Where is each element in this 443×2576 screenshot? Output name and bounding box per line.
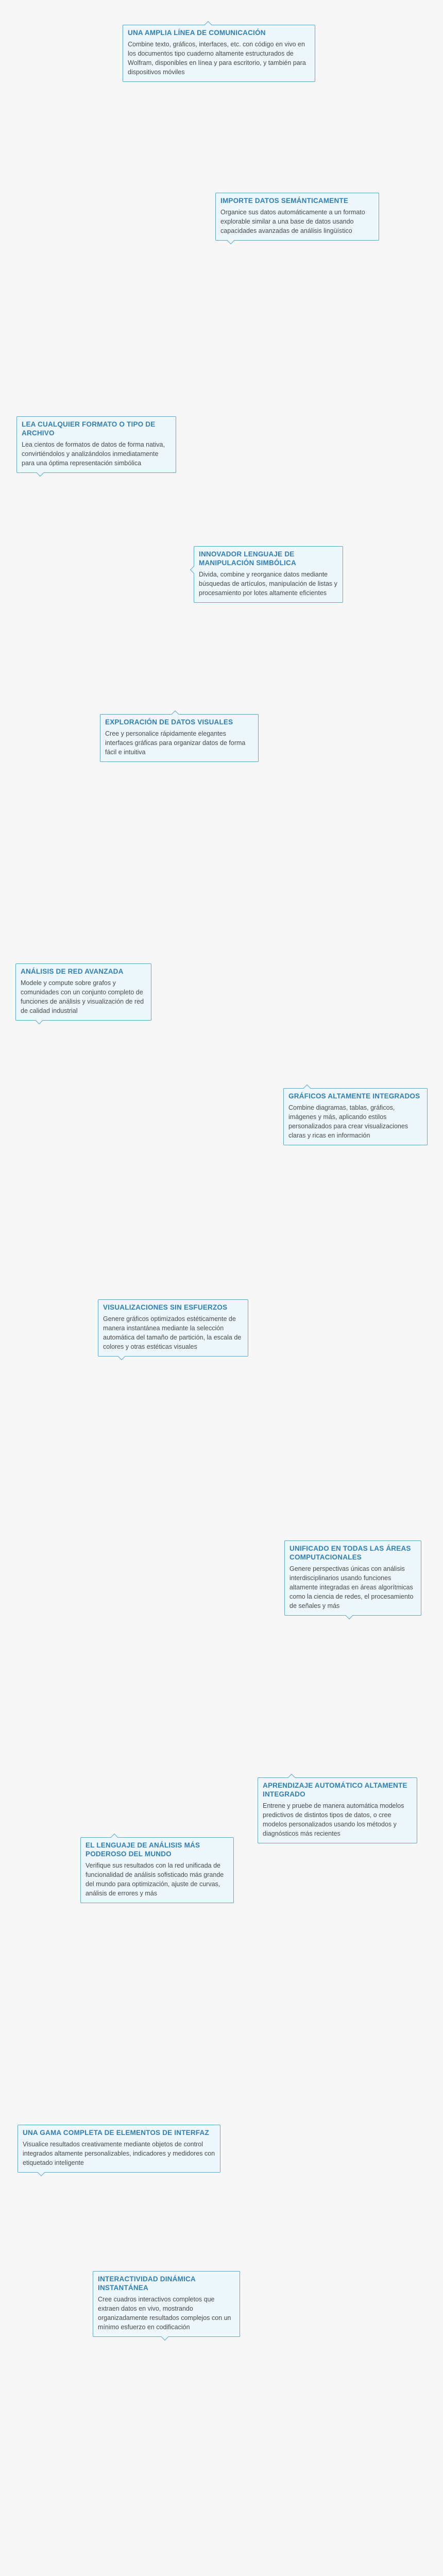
callout-description: Verifique sus resultados con la red unificada de funcionalidad de análisis sofisticado más grande del mundo para optimización, ajuste de curvas, análisis de errores y más: [86, 1861, 224, 1897]
callout-title: APRENDIZAJE AUTOMÁTICO ALTAMENTE INTEGRADO: [263, 1782, 407, 1798]
callout-title: ANÁLISIS DE RED AVANZADA: [21, 968, 124, 975]
callout-title: EXPLORACIÓN DE DATOS VISUALES: [105, 718, 233, 726]
callout-description: Lea cientos de formatos de datos de forma nativa, convirtiéndolos y analizándolos inmediatamente para una óptima representación simbólica: [22, 440, 165, 467]
callout-pointer: [38, 2169, 45, 2176]
callout-pointer: [172, 710, 179, 718]
callout-pointer: [205, 21, 212, 28]
callout-description: Genere perspectivas únicas con análisis interdisciplinarios usando funciones altamente integradas en áreas algorítmicas como la ciencia de redes, el procesamiento de señales y más: [289, 1565, 414, 1610]
callout-title: VISUALIZACIONES SIN ESFUERZOS: [103, 1303, 228, 1311]
callout-description: Entrene y pruebe de manera automática modelos predictivos de distintos tipos de datos, o cree modelos personalizados usando los métodos y diagnósticos más recientes: [263, 1802, 404, 1838]
callout-pointer: [227, 237, 234, 244]
callout-description: Combine texto, gráficos, interfaces, etc. con código en vivo en los documentos tipo cuaderno altamente estructurados de Wolfram, disponibles en línea y para escritorio, y también para dispositivos móviles: [128, 40, 306, 76]
callout-pointer: [288, 1774, 295, 1781]
callout-lenguaje-simbolico: [194, 546, 343, 603]
callout-description: Genere gráficos optimizados estéticamente de manera instantánea mediante la selección automática del tamaño de partición, la escala de colores y otras estéticas visuales: [103, 1315, 242, 1351]
callout-comunicacion: [123, 25, 315, 82]
callout-description: Visualice resultados creativamente mediante objetos de control integrados altamente personalizables, indicadores y medidores con etiquetado inteligente: [23, 2140, 215, 2167]
callout-title: UNIFICADO EN TODAS LAS ÁREAS COMPUTACIONALES: [289, 1545, 411, 1561]
callout-visualizaciones: [98, 1299, 248, 1357]
callout-title: LEA CUALQUIER FORMATO O TIPO DE ARCHIVO: [22, 420, 156, 437]
callout-pointer: [190, 566, 197, 573]
callout-description: Organice sus datos automáticamente a un formato explorable similar a una base de datos usando capacidades avanzadas de análisis lingüístico: [220, 208, 365, 235]
callout-importe-datos: [215, 193, 379, 241]
callout-description: Combine diagramas, tablas, gráficos, imágenes y más, aplicando estilos personalizados para crear visualizaciones claras y ricas en información: [288, 1104, 408, 1140]
callout-pointer: [111, 1834, 118, 1841]
callout-title: IMPORTE DATOS SEMÁNTICAMENTE: [220, 197, 349, 205]
callout-title: INTERACTIVIDAD DINÁMICA INSTANTÁNEA: [98, 2275, 196, 2292]
callout-pointer: [161, 2333, 168, 2341]
callout-pointer: [303, 1084, 311, 1092]
callout-formatos: [16, 416, 176, 473]
callout-aprendizaje-automatico: [258, 1777, 417, 1843]
callout-title: EL LENGUAJE DE ANÁLISIS MÁS PODEROSO DEL MUNDO: [86, 1841, 200, 1858]
callout-description: Cree y personalice rápidamente elegantes interfaces gráficas para organizar datos de forma fácil e intuitiva: [105, 730, 246, 756]
callout-graficos-integrados: [283, 1088, 428, 1145]
callout-lenguaje-analisis: [80, 1837, 234, 1903]
callout-title: INNOVADOR LENGUAJE DE MANIPULACIÓN SIMBÓLICA: [199, 550, 296, 567]
callout-analisis-red: [15, 963, 151, 1021]
callout-pointer: [118, 1353, 125, 1360]
callout-elementos-interfaz: [18, 2125, 220, 2173]
callout-description: Cree cuadros interactivos completos que extraen datos en vivo, mostrando organizadamente resultados complejos con un mínimo esfuerzo en codificación: [98, 2295, 231, 2331]
callout-title: UNA AMPLIA LÍNEA DE COMUNICACIÓN: [128, 29, 266, 37]
callout-exploracion-visual: [100, 714, 259, 762]
callout-description: Divida, combine y reorganice datos mediante búsquedas de artículos, manipulación de listas y procesamiento por lotes altamente eficientes: [199, 570, 337, 597]
callout-title: GRÁFICOS ALTAMENTE INTEGRADOS: [288, 1092, 420, 1100]
callout-pointer: [37, 469, 44, 477]
callout-pointer: [346, 1612, 353, 1619]
callout-areas-computacionales: [284, 1540, 421, 1616]
callout-title: UNA GAMA COMPLETA DE ELEMENTOS DE INTERFAZ: [23, 2129, 209, 2137]
callout-description: Modele y compute sobre grafos y comunidades con un conjunto completo de funciones de análisis y visualización de red de calidad industrial: [21, 979, 144, 1015]
callout-pointer: [36, 1017, 43, 1024]
callout-interactividad: [93, 2271, 240, 2337]
